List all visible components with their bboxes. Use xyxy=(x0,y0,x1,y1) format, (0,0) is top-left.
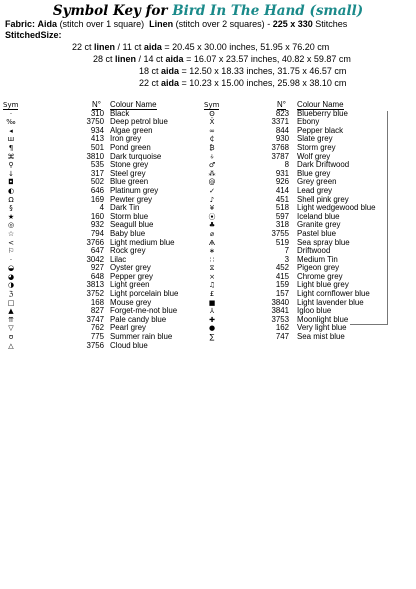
colour-name: Light medium blue xyxy=(110,237,175,247)
symbol-glyph: ✚ xyxy=(209,315,215,324)
thread-number: 3810 xyxy=(86,151,104,161)
symbol-glyph: ʘ xyxy=(209,109,215,118)
thread-number: 3752 xyxy=(86,289,104,299)
colour-name: Baby blue xyxy=(110,228,146,238)
symbol-glyph: ✓ xyxy=(209,186,215,195)
thread-number: 4 xyxy=(99,203,104,213)
symbol-glyph: ∷ xyxy=(209,255,215,264)
colour-name: Lead grey xyxy=(297,185,333,195)
symbol-glyph: ш xyxy=(7,135,15,144)
thread-number: 317 xyxy=(90,168,104,178)
thread-number: 162 xyxy=(275,323,289,333)
colour-name: Granite grey xyxy=(297,220,341,230)
colour-name: Deep petrol blue xyxy=(110,117,168,127)
key-column-right xyxy=(201,101,401,342)
thread-number: 823 xyxy=(275,108,289,118)
thread-number: 3755 xyxy=(271,228,289,238)
colour-name: Slate grey xyxy=(297,134,333,144)
colour-name: Very light blue xyxy=(297,323,347,333)
colour-name: Black xyxy=(110,108,130,118)
colour-name: Pewter grey xyxy=(110,194,153,204)
symbol-glyph: ♫ xyxy=(208,281,216,290)
size-pre: 18 ct xyxy=(139,66,162,76)
thread-number: 501 xyxy=(90,142,104,152)
thread-number: 451 xyxy=(275,194,289,204)
thread-number: 930 xyxy=(275,134,289,144)
colour-name: Pale candy blue xyxy=(110,314,167,324)
symbol-glyph: ◐ xyxy=(7,186,15,195)
size-line xyxy=(93,54,351,64)
colour-name: Pigeon grey xyxy=(297,263,340,273)
symbol-glyph: ⌀ xyxy=(209,229,215,238)
thread-number: 159 xyxy=(275,280,289,290)
size-mid: / 11 ct xyxy=(115,42,144,52)
colour-name: Blue grey xyxy=(297,168,331,178)
symbol-glyph: ♣ xyxy=(208,221,216,230)
size-line xyxy=(139,66,346,76)
thread-number: 775 xyxy=(90,332,104,342)
symbol-glyph: ₿ xyxy=(209,143,215,152)
symbol-glyph: ◘ xyxy=(8,178,14,187)
colour-name: Seagull blue xyxy=(110,220,154,230)
fabric-aida: Aida xyxy=(37,19,58,29)
colour-name: Storm grey xyxy=(297,142,336,152)
thread-number: 3787 xyxy=(271,151,289,161)
colour-name: Sea mist blue xyxy=(297,332,345,342)
colour-name: Driftwood xyxy=(297,246,331,256)
thread-number: 3841 xyxy=(271,306,289,316)
colour-name: Steel grey xyxy=(110,168,146,178)
symbol-glyph: ⇈ xyxy=(8,315,14,324)
fabric-line xyxy=(5,19,347,29)
colour-name: Cloud blue xyxy=(110,340,148,350)
colour-name: Blueberry blue xyxy=(297,108,348,118)
thread-number: 3747 xyxy=(86,314,104,324)
colour-name: Light porcelain blue xyxy=(110,289,179,299)
page-title xyxy=(0,3,416,19)
size-line xyxy=(72,42,329,52)
colour-name: Mouse grey xyxy=(110,297,152,307)
thread-number: 3042 xyxy=(86,254,104,264)
header-num: N° xyxy=(277,100,286,109)
colour-name: Storm blue xyxy=(110,211,149,221)
colour-name: Igloo blue xyxy=(297,306,332,316)
thread-number: 3756 xyxy=(86,340,104,350)
thread-number: 3840 xyxy=(271,297,289,307)
thread-number: 647 xyxy=(90,246,104,256)
colour-name: Pepper grey xyxy=(110,271,153,281)
key-column-left xyxy=(0,101,200,350)
size-pre: 22 ct xyxy=(139,78,162,88)
thread-number: 310 xyxy=(90,108,104,118)
colour-name: Light wedgewood blue xyxy=(297,203,376,213)
symbol-glyph: ∞ xyxy=(209,126,215,135)
thread-number: 827 xyxy=(90,306,104,316)
symbol-glyph: ¶ xyxy=(8,143,14,152)
colour-name: Rock grey xyxy=(110,246,146,256)
symbol-glyph: ▽ xyxy=(8,324,14,333)
colour-name: Light lavender blue xyxy=(297,297,364,307)
thread-number: 415 xyxy=(275,271,289,281)
symbol-glyph: □ xyxy=(7,298,15,307)
size-b2: aida xyxy=(161,78,180,88)
title-prefix: Symbol Key for xyxy=(52,3,173,19)
symbol-glyph: ⍭ xyxy=(209,152,215,161)
thread-number: 3766 xyxy=(86,237,104,247)
symbol-glyph: ⚲ xyxy=(8,161,14,170)
colour-name: Shell pink grey xyxy=(297,194,349,204)
symbol-glyph: △ xyxy=(8,341,14,350)
thread-number: 157 xyxy=(275,289,289,299)
colour-name: Dark Tin xyxy=(110,203,140,213)
size-mid: / 14 ct xyxy=(136,54,166,64)
symbol-glyph: ♪ xyxy=(209,195,215,204)
symbol-glyph: ℨ xyxy=(8,290,14,299)
header-sym: Sym xyxy=(3,101,19,109)
symbol-glyph: ★ xyxy=(7,212,15,221)
thread-number: 3 xyxy=(284,254,289,264)
colour-name: Pepper black xyxy=(297,125,344,135)
symbol-glyph: ∑ xyxy=(209,333,215,342)
colour-name: Lilac xyxy=(110,254,127,264)
symbol-glyph: ⧖ xyxy=(209,264,215,273)
symbol-glyph: ⚐ xyxy=(7,247,15,256)
size-pre: 22 ct xyxy=(72,42,95,52)
header-name: Colour Name xyxy=(110,100,157,109)
size-line xyxy=(139,78,346,88)
symbol-glyph: ¥ xyxy=(209,204,215,213)
size-b2: aida xyxy=(161,66,180,76)
size-post: = 12.50 x 18.33 inches, 31.75 x 46.57 cm xyxy=(179,66,347,76)
symbol-glyph: < xyxy=(8,238,14,247)
thread-number: 926 xyxy=(275,177,289,187)
header-name: Colour Name xyxy=(297,100,344,109)
stitch-count: 225 x 330 xyxy=(272,19,313,29)
thread-number: 3750 xyxy=(86,117,104,127)
thread-number: 452 xyxy=(275,263,289,273)
colour-name: Ebony xyxy=(297,117,320,127)
symbol-glyph: ■ xyxy=(208,298,216,307)
thread-number: 3813 xyxy=(86,280,104,290)
symbol-glyph: × xyxy=(209,272,215,281)
table-border-right xyxy=(387,111,388,325)
symbol-glyph: ⅄ xyxy=(209,307,215,316)
thread-number: 794 xyxy=(90,228,104,238)
size-b1: linen xyxy=(115,54,137,64)
symbol-glyph: Ω xyxy=(8,195,14,204)
table-border-bottom xyxy=(350,324,388,325)
thread-number: 160 xyxy=(90,211,104,221)
colour-name: Algae green xyxy=(110,125,153,135)
fabric-linen: Linen xyxy=(149,19,174,29)
symbol-glyph: · xyxy=(9,255,13,264)
symbol-key-table xyxy=(0,101,416,401)
symbol-glyph: ◂ xyxy=(9,126,13,135)
thread-number: 3753 xyxy=(271,314,289,324)
thread-number: 502 xyxy=(90,177,104,187)
colour-name: Wolf grey xyxy=(297,151,331,161)
thread-number: 318 xyxy=(275,220,289,230)
thread-number: 648 xyxy=(90,271,104,281)
thread-number: 3768 xyxy=(271,142,289,152)
thread-number: 8 xyxy=(284,160,289,170)
thread-number: 931 xyxy=(275,168,289,178)
size-post: = 16.07 x 23.57 inches, 40.82 x 59.87 cm xyxy=(183,54,351,64)
colour-name: Light green xyxy=(110,280,150,290)
colour-name: Grey green xyxy=(297,177,337,187)
symbol-glyph: ₵ xyxy=(209,135,215,144)
colour-name: Dark Driftwood xyxy=(297,160,350,170)
thread-number: 597 xyxy=(275,211,289,221)
symbol-glyph: ↓ xyxy=(8,169,14,178)
colour-name: Oyster grey xyxy=(110,263,151,273)
symbol-glyph: ◕ xyxy=(7,272,15,281)
size-pre: 28 ct xyxy=(93,54,116,64)
thread-number: 927 xyxy=(90,263,104,273)
colour-name: Pastel blue xyxy=(297,228,337,238)
colour-name: Summer rain blue xyxy=(110,332,173,342)
colour-name: Chrome grey xyxy=(297,271,343,281)
colour-name: Medium Tin xyxy=(297,254,338,264)
symbol-glyph: ‰ xyxy=(6,118,16,127)
symbol-glyph: ◑ xyxy=(7,281,15,290)
colour-name: Blue green xyxy=(110,177,149,187)
thread-number: 518 xyxy=(275,203,289,213)
header-sym: Sym xyxy=(204,101,220,109)
size-b1: linen xyxy=(94,42,116,52)
symbol-glyph: ♂ xyxy=(208,161,216,170)
symbol-glyph: ʊ xyxy=(8,333,14,342)
thread-number: 646 xyxy=(90,185,104,195)
thread-number: 747 xyxy=(275,332,289,342)
pattern-name: Bird In The Hand (small) xyxy=(172,3,364,19)
thread-number: 844 xyxy=(275,125,289,135)
symbol-glyph: ☆ xyxy=(7,229,15,238)
symbol-glyph: ▲ xyxy=(8,307,14,316)
list-item xyxy=(0,342,200,351)
symbol-glyph: ◒ xyxy=(7,264,15,273)
thread-number: 7 xyxy=(284,246,289,256)
thread-number: 934 xyxy=(90,125,104,135)
size-post: = 10.23 x 15.00 inches, 25.98 x 38.10 cm xyxy=(179,78,347,88)
colour-name: Forget-me-not blue xyxy=(110,306,178,316)
thread-number: 414 xyxy=(275,185,289,195)
thread-number: 762 xyxy=(90,323,104,333)
colour-name: Sea spray blue xyxy=(297,237,350,247)
symbol-glyph: ∗ xyxy=(209,247,215,256)
symbol-glyph: ● xyxy=(208,324,216,333)
list-item xyxy=(201,333,401,342)
colour-name: Platinum grey xyxy=(110,185,159,195)
thread-number: 168 xyxy=(90,297,104,307)
symbol-glyph: @ xyxy=(208,178,216,187)
thread-number: 3371 xyxy=(271,117,289,127)
size-b2: aida xyxy=(165,54,184,64)
symbol-glyph: ⌘ xyxy=(7,152,15,161)
colour-name: Light blue grey xyxy=(297,280,349,290)
stitches-word: Stitches xyxy=(315,19,348,29)
thread-number: 413 xyxy=(90,134,104,144)
symbol-glyph: £ xyxy=(209,290,215,299)
colour-name: Pearl grey xyxy=(110,323,146,333)
thread-number: 932 xyxy=(90,220,104,230)
stitched-size-label: StitchedSize: xyxy=(5,30,62,40)
colour-name: Iron grey xyxy=(110,134,142,144)
symbol-glyph: Ẍ xyxy=(209,118,215,127)
fabric-aida-note: (stitch over 1 square) xyxy=(59,19,145,29)
colour-name: Stone grey xyxy=(110,160,149,170)
symbol-glyph: ◎ xyxy=(7,221,15,230)
symbol-glyph: Ѧ xyxy=(208,238,216,247)
header-num: N° xyxy=(92,100,101,109)
symbol-glyph: · xyxy=(9,109,13,118)
fabric-dash: - xyxy=(267,19,271,29)
colour-name: Light cornflower blue xyxy=(297,289,370,299)
colour-name: Iceland blue xyxy=(297,211,340,221)
colour-name: Moonlight blue xyxy=(297,314,349,324)
thread-number: 169 xyxy=(90,194,104,204)
fabric-label: Fabric: xyxy=(5,19,36,29)
size-post: = 20.45 x 30.00 inches, 51.95 x 76.20 cm xyxy=(161,42,330,52)
colour-name: Pond green xyxy=(110,142,151,152)
fabric-linen-note: (stitch over 2 squares) xyxy=(175,19,265,29)
symbol-glyph: ⦿ xyxy=(208,212,216,221)
colour-name: Dark turquoise xyxy=(110,151,162,161)
size-b2: aida xyxy=(143,42,162,52)
symbol-glyph: § xyxy=(9,204,13,213)
symbol-glyph: ⁂ xyxy=(208,169,216,178)
thread-number: 535 xyxy=(90,160,104,170)
thread-number: 519 xyxy=(275,237,289,247)
